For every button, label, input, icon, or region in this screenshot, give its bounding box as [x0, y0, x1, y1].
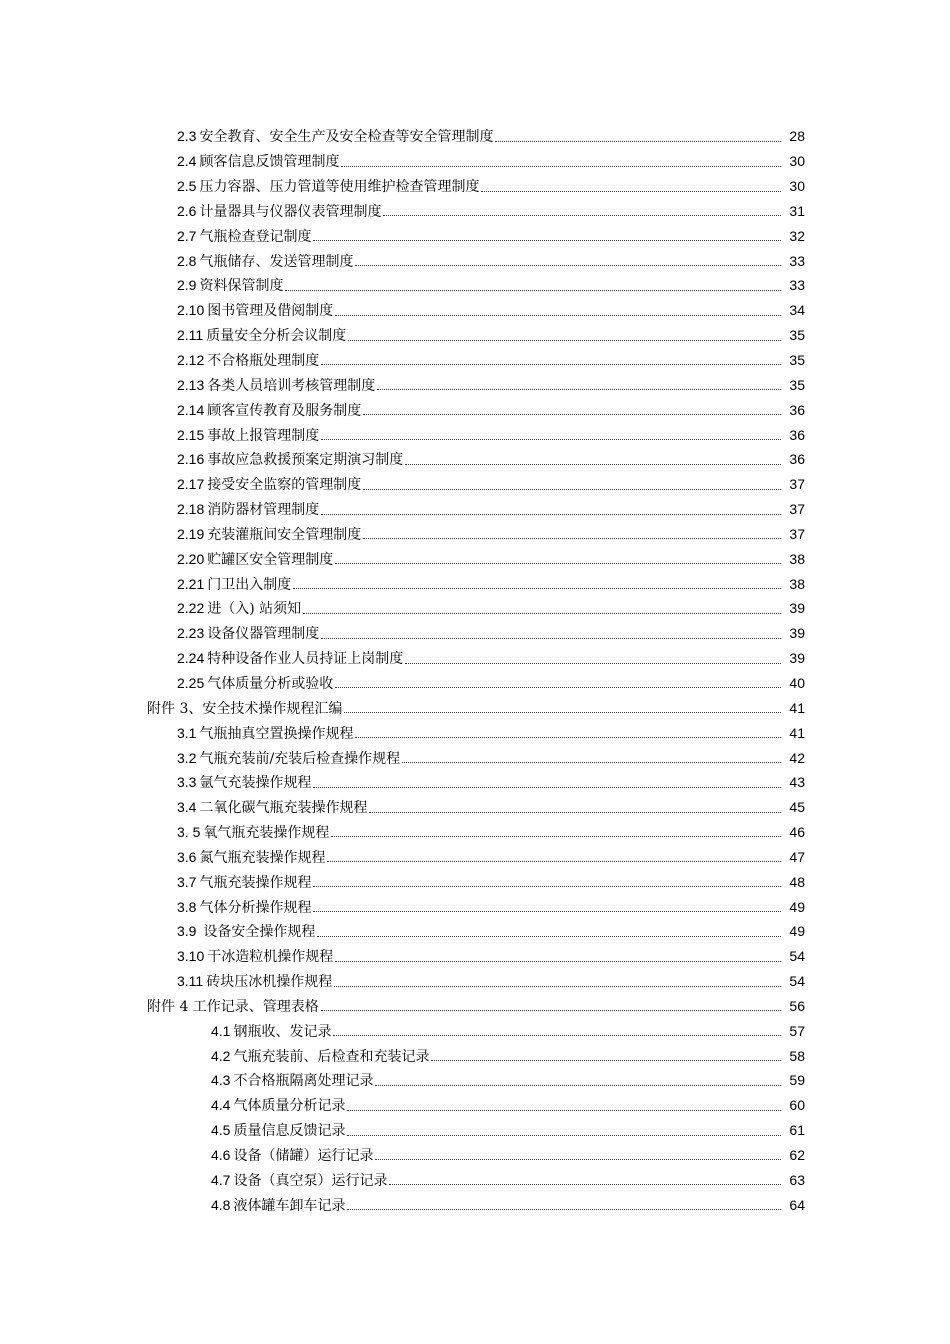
toc-dot-leader — [313, 885, 781, 887]
toc-entry[interactable] — [0, 1192, 950, 1217]
toc-dot-leader — [363, 413, 781, 415]
toc-page-number: 33 — [789, 252, 805, 269]
toc-entry-number: 3. 5 — [177, 824, 201, 841]
toc-entry[interactable] — [0, 820, 950, 845]
toc-entry-number: 2.24 — [177, 650, 205, 667]
toc-entry-title: 不合格瓶处理制度 — [207, 353, 320, 370]
toc-page-number: 41 — [789, 699, 805, 716]
toc-entry-number: 3.9 — [177, 923, 201, 940]
toc-dot-leader — [389, 1183, 781, 1185]
toc-entry-title: 附件 4 工作记录、管理表格 — [147, 998, 319, 1015]
toc-dot-leader — [335, 562, 781, 564]
toc-entry-number: 2.16 — [177, 451, 205, 468]
toc-annex-entry[interactable] — [0, 994, 950, 1019]
toc-entry-number: 2.6 — [177, 202, 197, 219]
toc-entry-number: 3.4 — [177, 799, 197, 816]
toc-entry-number: 2.23 — [177, 625, 205, 642]
toc-entry[interactable] — [0, 894, 950, 919]
toc-page-number: 37 — [789, 525, 805, 542]
toc-entry-title: 气体质量分析记录 — [233, 1098, 346, 1115]
toc-entry-title: 氩气充装操作规程 — [199, 775, 312, 792]
toc-entry-title: 钢瓶收、发记录 — [233, 1023, 332, 1040]
toc-entry-number: 4.4 — [211, 1097, 231, 1114]
toc-entry[interactable] — [0, 1043, 950, 1068]
toc-annex-entry[interactable] — [0, 695, 950, 720]
toc-entry-title: 设备仪器管理制度 — [207, 626, 320, 643]
toc-entry-title: 安全教育、安全生产及安全检查等安全管理制度 — [199, 129, 494, 146]
toc-dot-leader — [303, 612, 781, 614]
toc-page-number: 63 — [789, 1171, 805, 1188]
toc-entry-title: 氧气瓶充装操作规程 — [203, 825, 330, 842]
toc-entry-title: 充装灌瓶间安全管理制度 — [207, 526, 362, 543]
toc-entry-title: 接受安全监察的管理制度 — [207, 477, 362, 494]
toc-entry-title: 各类人员培训考核管理制度 — [207, 377, 376, 394]
toc-entry-title: 顾客信息反馈管理制度 — [199, 154, 340, 171]
toc-page-number: 39 — [789, 600, 805, 617]
toc-dot-leader — [285, 289, 781, 291]
toc-entry[interactable] — [0, 1167, 950, 1192]
toc-entry[interactable] — [0, 248, 950, 273]
toc-dot-leader — [317, 935, 781, 937]
toc-dot-leader — [321, 637, 781, 639]
toc-dot-leader — [335, 960, 781, 962]
toc-entry-title: 进（入) 站须知 — [207, 601, 302, 618]
toc-dot-leader — [355, 736, 781, 738]
toc-entry-number: 2.21 — [177, 575, 205, 592]
toc-entry-number: 3.8 — [177, 898, 197, 915]
toc-entry-number: 2.22 — [177, 600, 205, 617]
toc-entry-title: 特种设备作业人员持证上岗制度 — [207, 651, 404, 668]
toc-page-number: 32 — [789, 227, 805, 244]
toc-entry[interactable] — [0, 1093, 950, 1118]
toc-entry[interactable] — [0, 348, 950, 373]
toc-entry-title: 液体罐车卸车记录 — [233, 1197, 346, 1214]
toc-dot-leader — [327, 860, 781, 862]
toc-entry[interactable] — [0, 372, 950, 397]
toc-entry[interactable] — [0, 671, 950, 696]
toc-page-number: 43 — [789, 774, 805, 791]
toc-entry-number: 2.15 — [177, 426, 205, 443]
toc-page-number: 36 — [789, 401, 805, 418]
toc-entry-number: 2.3 — [177, 128, 197, 145]
toc-entry-title: 质量信息反馈记录 — [233, 1123, 346, 1140]
toc-entry-number: 2.20 — [177, 550, 205, 567]
toc-entry-number: 2.8 — [177, 252, 197, 269]
toc-page-number: 47 — [789, 848, 805, 865]
toc-page-number: 35 — [789, 327, 805, 344]
toc-entry-number: 2.7 — [177, 227, 197, 244]
toc-entry-number: 2.19 — [177, 525, 205, 542]
toc-entry-title: 事故上报管理制度 — [207, 427, 320, 444]
toc-entry-title: 质量安全分析会议制度 — [206, 328, 347, 345]
toc-dot-leader — [375, 1158, 781, 1160]
toc-entry[interactable] — [0, 969, 950, 994]
toc-entry-title: 消防器材管理制度 — [207, 502, 320, 519]
toc-page-number: 60 — [789, 1097, 805, 1114]
toc-page-number: 30 — [789, 153, 805, 170]
toc-entry-number: 2.12 — [177, 352, 205, 369]
toc-page-number: 36 — [789, 451, 805, 468]
toc-entry-title: 气体质量分析或验收 — [207, 675, 334, 692]
toc-entry[interactable] — [0, 1018, 950, 1043]
toc-page-number: 36 — [789, 426, 805, 443]
toc-page-number: 56 — [789, 997, 805, 1014]
toc-dot-leader — [405, 662, 781, 664]
toc-dot-leader — [383, 214, 781, 216]
toc-entry[interactable] — [0, 795, 950, 820]
toc-entry[interactable] — [0, 149, 950, 174]
toc-entry-title: 气瓶抽真空置换操作规程 — [199, 725, 354, 742]
toc-entry-number: 4.5 — [211, 1122, 231, 1139]
toc-page-number: 62 — [789, 1147, 805, 1164]
toc-dot-leader — [331, 835, 781, 837]
toc-entry-title: 设备安全操作规程 — [203, 924, 316, 941]
toc-entry-number: 3.1 — [177, 724, 197, 741]
toc-entry[interactable] — [0, 472, 950, 497]
toc-dot-leader — [313, 786, 781, 788]
toc-entry-title: 气瓶充装前、后检查和充装记录 — [233, 1048, 430, 1065]
toc-page-number: 57 — [789, 1022, 805, 1039]
toc-dot-leader — [335, 314, 781, 316]
toc-entry-number: 4.7 — [211, 1171, 231, 1188]
toc-entry[interactable] — [0, 497, 950, 522]
toc-dot-leader — [321, 438, 781, 440]
toc-entry-number: 4.2 — [211, 1047, 231, 1064]
toc-page-number: 54 — [789, 973, 805, 990]
toc-dot-leader — [375, 1084, 781, 1086]
toc-entry[interactable] — [0, 124, 950, 149]
toc-entry-title: 气瓶充装操作规程 — [199, 874, 312, 891]
toc-entry-title: 砖块压冰机操作规程 — [206, 974, 333, 991]
toc-entry-number: 3.11 — [177, 973, 204, 990]
toc-entry[interactable] — [0, 1068, 950, 1093]
toc-entry[interactable] — [0, 223, 950, 248]
toc-entry-title: 不合格瓶隔离处理记录 — [233, 1073, 374, 1090]
toc-entry-title: 气瓶充装前/充装后检查操作规程 — [199, 750, 401, 767]
toc-page-number: 33 — [789, 277, 805, 294]
toc-entry-number: 3.10 — [177, 948, 205, 965]
toc-entry-number: 2.11 — [177, 327, 204, 344]
toc-entry[interactable] — [0, 273, 950, 298]
toc-entry-title: 设备（真空泵）运行记录 — [233, 1172, 388, 1189]
toc-entry-number: 2.17 — [177, 476, 205, 493]
toc-dot-leader — [363, 488, 781, 490]
toc-dot-leader — [293, 587, 781, 589]
toc-entry[interactable] — [0, 174, 950, 199]
toc-dot-leader — [377, 388, 781, 390]
toc-entry[interactable] — [0, 571, 950, 596]
toc-entry-number: 2.18 — [177, 501, 205, 518]
toc-dot-leader — [341, 165, 781, 167]
toc-dot-leader — [321, 363, 781, 365]
toc-entry-number: 2.5 — [177, 178, 197, 195]
toc-entry-number: 4.6 — [211, 1147, 231, 1164]
toc-dot-leader — [347, 1109, 781, 1111]
toc-entry[interactable] — [0, 919, 950, 944]
toc-dot-leader — [481, 190, 781, 192]
toc-page-number: 38 — [789, 550, 805, 567]
toc-entry[interactable] — [0, 1118, 950, 1143]
toc-dot-leader — [335, 686, 781, 688]
toc-dot-leader — [347, 1134, 781, 1136]
toc-entry-number: 3.2 — [177, 749, 197, 766]
toc-entry[interactable] — [0, 745, 950, 770]
toc-entry-number: 2.13 — [177, 376, 205, 393]
toc-entry-number: 4.1 — [211, 1022, 231, 1039]
toc-page-number: 49 — [789, 923, 805, 940]
toc-entry-title: 贮罐区安全管理制度 — [207, 551, 334, 568]
toc-page-number: 37 — [789, 501, 805, 518]
toc-dot-leader — [334, 985, 781, 987]
toc-entry[interactable] — [0, 844, 950, 869]
toc-entry[interactable] — [0, 323, 950, 348]
table-of-contents — [0, 124, 950, 1217]
toc-entry-title: 气瓶储存、发送管理制度 — [199, 253, 354, 270]
toc-entry[interactable] — [0, 199, 950, 224]
toc-page-number: 34 — [789, 302, 805, 319]
toc-page-number: 40 — [789, 674, 805, 691]
toc-page-number: 46 — [789, 824, 805, 841]
toc-page-number: 64 — [789, 1196, 805, 1213]
toc-entry-number: 2.14 — [177, 401, 205, 418]
toc-entry[interactable] — [0, 944, 950, 969]
toc-entry-title: 气体分析操作规程 — [199, 899, 312, 916]
toc-page-number: 61 — [789, 1122, 805, 1139]
toc-entry[interactable] — [0, 596, 950, 621]
toc-page-number: 58 — [789, 1047, 805, 1064]
toc-dot-leader — [402, 761, 781, 763]
toc-entry[interactable] — [0, 546, 950, 571]
toc-dot-leader — [344, 711, 781, 713]
toc-page-number: 59 — [789, 1072, 805, 1089]
toc-entry-number: 2.10 — [177, 302, 205, 319]
toc-page-number: 42 — [789, 749, 805, 766]
toc-page-number: 41 — [789, 724, 805, 741]
toc-entry-title: 二氧化碳气瓶充装操作规程 — [199, 800, 368, 817]
toc-entry-title: 附件 3、安全技术操作规程汇编 — [147, 700, 343, 717]
toc-entry[interactable] — [0, 869, 950, 894]
toc-entry-title: 事故应急救援预案定期演习制度 — [207, 452, 404, 469]
toc-page-number: 28 — [789, 128, 805, 145]
toc-entry-title: 干冰造粒机操作规程 — [207, 949, 334, 966]
toc-entry-number: 3.3 — [177, 774, 197, 791]
toc-entry-title: 资料保管制度 — [199, 278, 284, 295]
toc-dot-leader — [321, 513, 781, 515]
toc-dot-leader — [363, 537, 781, 539]
toc-entry-title: 门卫出入制度 — [207, 576, 292, 593]
toc-entry-number: 2.9 — [177, 277, 197, 294]
toc-entry-title: 顾客宣传教育及服务制度 — [207, 402, 362, 419]
toc-page-number: 35 — [789, 352, 805, 369]
toc-entry[interactable] — [0, 621, 950, 646]
toc-dot-leader — [347, 1208, 781, 1210]
toc-entry[interactable] — [0, 298, 950, 323]
toc-page-number: 38 — [789, 575, 805, 592]
toc-page-number: 31 — [789, 202, 805, 219]
toc-dot-leader — [355, 264, 781, 266]
toc-entry-number: 3.6 — [177, 848, 197, 865]
toc-dot-leader — [313, 910, 781, 912]
toc-page-number: 37 — [789, 476, 805, 493]
toc-entry-number: 4.3 — [211, 1072, 231, 1089]
toc-dot-leader — [495, 140, 781, 142]
toc-dot-leader — [313, 239, 781, 241]
toc-entry[interactable] — [0, 397, 950, 422]
toc-entry[interactable] — [0, 447, 950, 472]
toc-entry-title: 设备（储罐）运行记录 — [233, 1148, 374, 1165]
toc-page-number: 35 — [789, 376, 805, 393]
toc-page-number: 45 — [789, 799, 805, 816]
toc-page-number: 39 — [789, 625, 805, 642]
toc-entry[interactable] — [0, 770, 950, 795]
toc-dot-leader — [431, 1059, 781, 1061]
toc-entry-title: 气瓶检查登记制度 — [199, 228, 312, 245]
toc-page-number: 48 — [789, 873, 805, 890]
toc-entry[interactable] — [0, 522, 950, 547]
toc-entry[interactable] — [0, 646, 950, 671]
toc-entry-number: 2.4 — [177, 153, 197, 170]
toc-entry-number: 4.8 — [211, 1196, 231, 1213]
toc-entry-number: 3.7 — [177, 873, 197, 890]
toc-entry-title: 压力容器、压力管道等使用维护检查管理制度 — [199, 179, 480, 196]
toc-page-number: 30 — [789, 178, 805, 195]
toc-dot-leader — [405, 463, 781, 465]
toc-page-number: 49 — [789, 898, 805, 915]
toc-dot-leader — [369, 811, 781, 813]
toc-page-number: 39 — [789, 650, 805, 667]
toc-entry[interactable] — [0, 720, 950, 745]
toc-entry-title: 计量器具与仪器仪表管理制度 — [199, 203, 382, 220]
toc-page-number: 54 — [789, 948, 805, 965]
toc-entry-title: 图书管理及借阅制度 — [207, 303, 334, 320]
toc-entry[interactable] — [0, 422, 950, 447]
toc-entry-number: 2.25 — [177, 674, 205, 691]
toc-entry-title: 氮气瓶充装操作规程 — [199, 849, 326, 866]
toc-entry[interactable] — [0, 1143, 950, 1168]
toc-dot-leader — [333, 1034, 781, 1036]
toc-dot-leader — [321, 1009, 781, 1011]
toc-dot-leader — [348, 339, 781, 341]
